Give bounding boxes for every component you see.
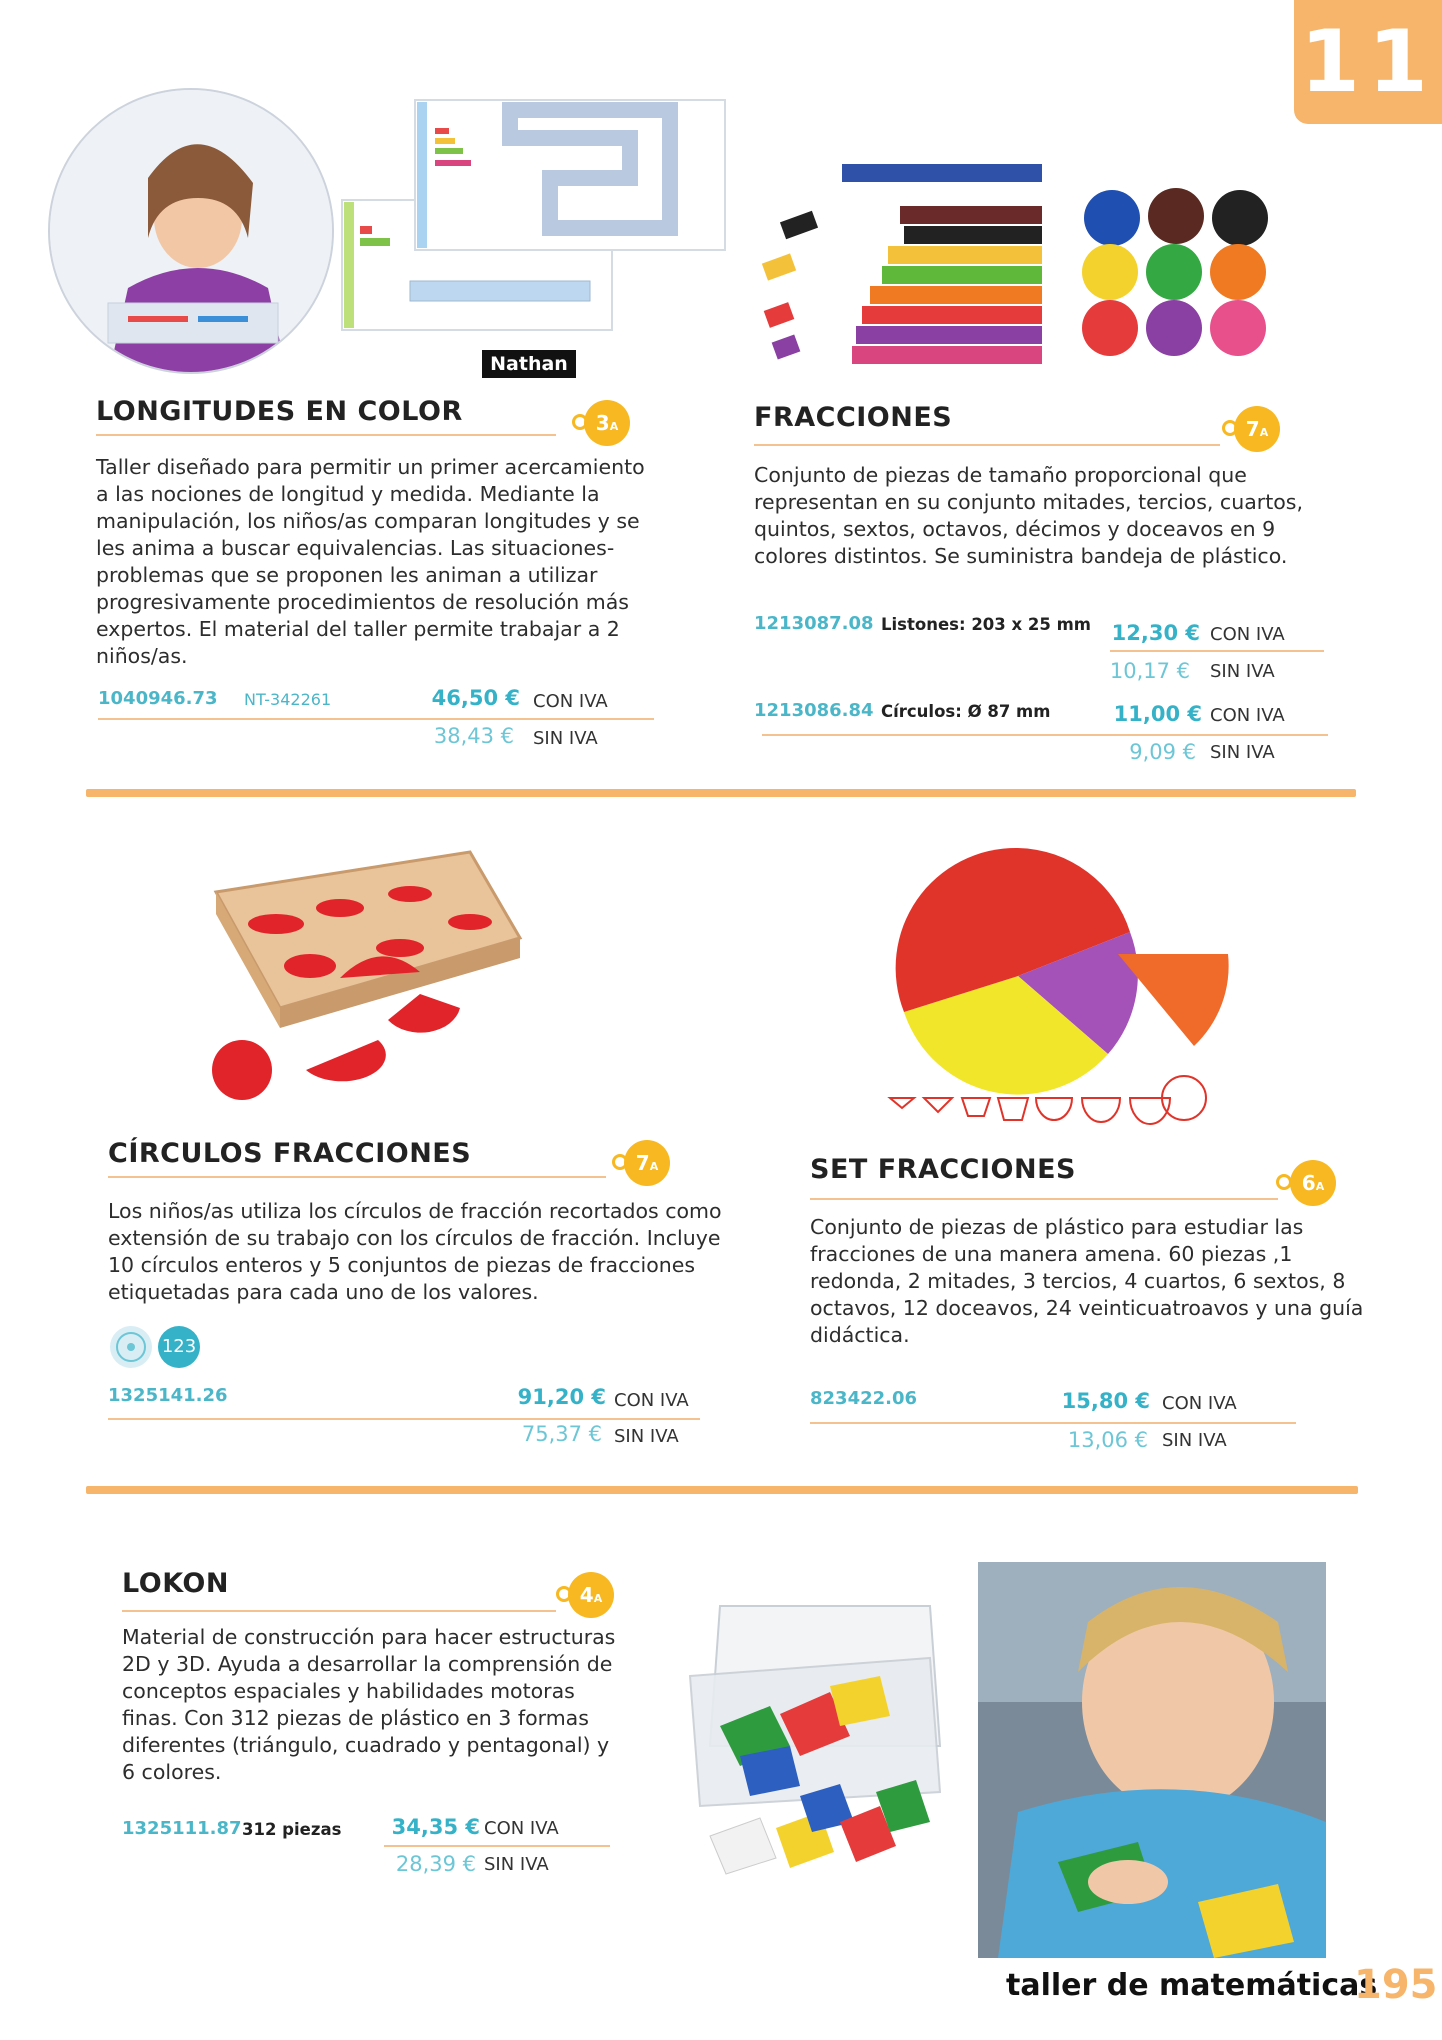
product-title-longitudes: LONGITUDES EN COLOR: [96, 396, 463, 427]
tax-label-with-vat: CON IVA: [1162, 1393, 1237, 1414]
title-rule: [810, 1198, 1278, 1200]
price-rule: [810, 1422, 1296, 1424]
product-title-lokon: LOKON: [122, 1568, 229, 1599]
price-with-vat: 91,20 €: [517, 1385, 606, 1409]
product-reference: 1040946.73: [98, 688, 218, 709]
tax-label-with-vat: CON IVA: [1210, 705, 1285, 726]
tax-label-without-vat: SIN IVA: [1210, 742, 1275, 763]
page-number: 195: [1354, 1962, 1438, 2008]
price-rule: [1110, 650, 1324, 652]
nathan-logo: Nathan: [482, 350, 576, 378]
age-badge-lokon: 4A: [568, 1572, 614, 1618]
age-badge-circulos: 7A: [624, 1140, 670, 1186]
price-rule: [98, 718, 654, 720]
manipulative-icon: [110, 1326, 152, 1368]
product-reference: 1325111.87: [122, 1818, 242, 1839]
tax-label-without-vat: SIN IVA: [1162, 1430, 1227, 1451]
price-rule: [108, 1418, 700, 1420]
product-reference: 823422.06: [810, 1388, 918, 1409]
product-description-fracciones: Conjunto de piezas de tamaño proporcional que representan en su conjunto mitades, tercios, cuartos, quintos, sextos, octavos, décimos y doceavos en 9 colores distintos. Se suministra bandeja de plástico.: [754, 463, 1303, 568]
tax-label-without-vat: SIN IVA: [533, 728, 598, 749]
tax-label-without-vat: SIN IVA: [1210, 661, 1275, 682]
price-with-vat: 11,00 €: [1113, 702, 1202, 726]
product-reference: 1213086.84: [754, 700, 874, 721]
age-badge-set: 6A: [1290, 1160, 1336, 1206]
child-photo: [48, 88, 334, 374]
set-fracciones-product-image: [868, 836, 1238, 1134]
footer-section-title: taller de matemáticas: [1006, 1968, 1378, 2003]
tax-label-with-vat: CON IVA: [1210, 624, 1285, 645]
product-reference: 1213087.08: [754, 613, 874, 634]
product-spec: Listones: 203 x 25 mm: [881, 615, 1091, 634]
product-description-set: Conjunto de piezas de plástico para estudiar las fracciones de una manera amena. 60 piezas ,1 redonda, 2 mitades, 3 tercios, 4 cuartos, 6 sextos, 8 octavos, 12 doceavos, 24 veinticuatroavos y una guía didáctica.: [810, 1215, 1364, 1347]
tax-label-with-vat: CON IVA: [533, 691, 608, 712]
price-without-vat: 10,17 €: [1109, 659, 1190, 683]
price-rule: [384, 1845, 610, 1847]
product-description-lokon: Material de construcción para hacer estructuras 2D y 3D. Ayuda a desarrollar la comprensión de conceptos espaciales y habilidades motoras finas. Con 312 piezas de plástico en 3 formas diferentes (triángulo, cuadrado y pentagonal) y 6 colores.: [122, 1625, 616, 1784]
tax-label-without-vat: SIN IVA: [484, 1854, 549, 1875]
title-rule: [122, 1610, 556, 1612]
price-without-vat: 28,39 €: [395, 1852, 476, 1876]
price-without-vat: 75,37 €: [521, 1422, 602, 1446]
title-rule: [108, 1176, 606, 1178]
price-without-vat: 13,06 €: [1067, 1428, 1148, 1452]
price-rule: [762, 734, 1328, 736]
title-rule: [754, 444, 1220, 446]
price-without-vat: 38,43 €: [433, 724, 514, 748]
product-spec: 312 piezas: [242, 1820, 342, 1839]
price-without-vat: 9,09 €: [1129, 740, 1196, 764]
product-title-set: SET FRACCIONES: [810, 1154, 1076, 1185]
boy-photo: [978, 1562, 1326, 1958]
product-title-fracciones: FRACCIONES: [754, 402, 953, 433]
longitudes-product-image: [340, 98, 730, 333]
lokon-product-image: [680, 1596, 950, 1886]
section-divider: [86, 1486, 1358, 1494]
price-with-vat: 12,30 €: [1111, 621, 1200, 645]
tax-label-without-vat: SIN IVA: [614, 1426, 679, 1447]
product-spec: Círculos: Ø 87 mm: [881, 702, 1051, 721]
product-title-circulos: CÍRCULOS FRACCIONES: [108, 1138, 472, 1169]
product-description-circulos: Los niños/as utiliza los círculos de fracción recortados como extensión de su trabajo con los círculos de fracción. Incluye 10 círculos enteros y 5 conjuntos de piezas de fracciones etiquetadas para cada uno de los valores.: [108, 1199, 722, 1304]
tax-label-with-vat: CON IVA: [614, 1390, 689, 1411]
price-with-vat: 46,50 €: [431, 686, 520, 710]
price-with-vat: 34,35 €: [391, 1815, 480, 1839]
product-supplier-code: NT-342261: [244, 690, 332, 709]
age-badge-longitudes: 3A: [584, 400, 630, 446]
fracciones-product-image: [752, 158, 1272, 380]
chapter-tab: 11: [1294, 0, 1442, 124]
numbers-icon: 123: [158, 1326, 200, 1368]
product-description-longitudes: Taller diseñado para permitir un primer acercamiento a las nociones de longitud y medida. Mediante la manipulación, los niños/as comparan longitudes y se les anima a buscar equivalencias. Las situaciones-problemas que se proponen les animan a utilizar progresivamente procedimientos de resolución más expertos. El material del taller permite trabajar a 2 niños/as.: [96, 455, 645, 668]
tax-label-with-vat: CON IVA: [484, 1818, 559, 1839]
age-badge-fracciones: 7A: [1234, 406, 1280, 452]
product-reference: 1325141.26: [108, 1385, 228, 1406]
circulos-product-image: [150, 838, 590, 1104]
title-rule: [96, 434, 556, 436]
price-with-vat: 15,80 €: [1061, 1389, 1150, 1413]
section-divider: [86, 789, 1356, 797]
